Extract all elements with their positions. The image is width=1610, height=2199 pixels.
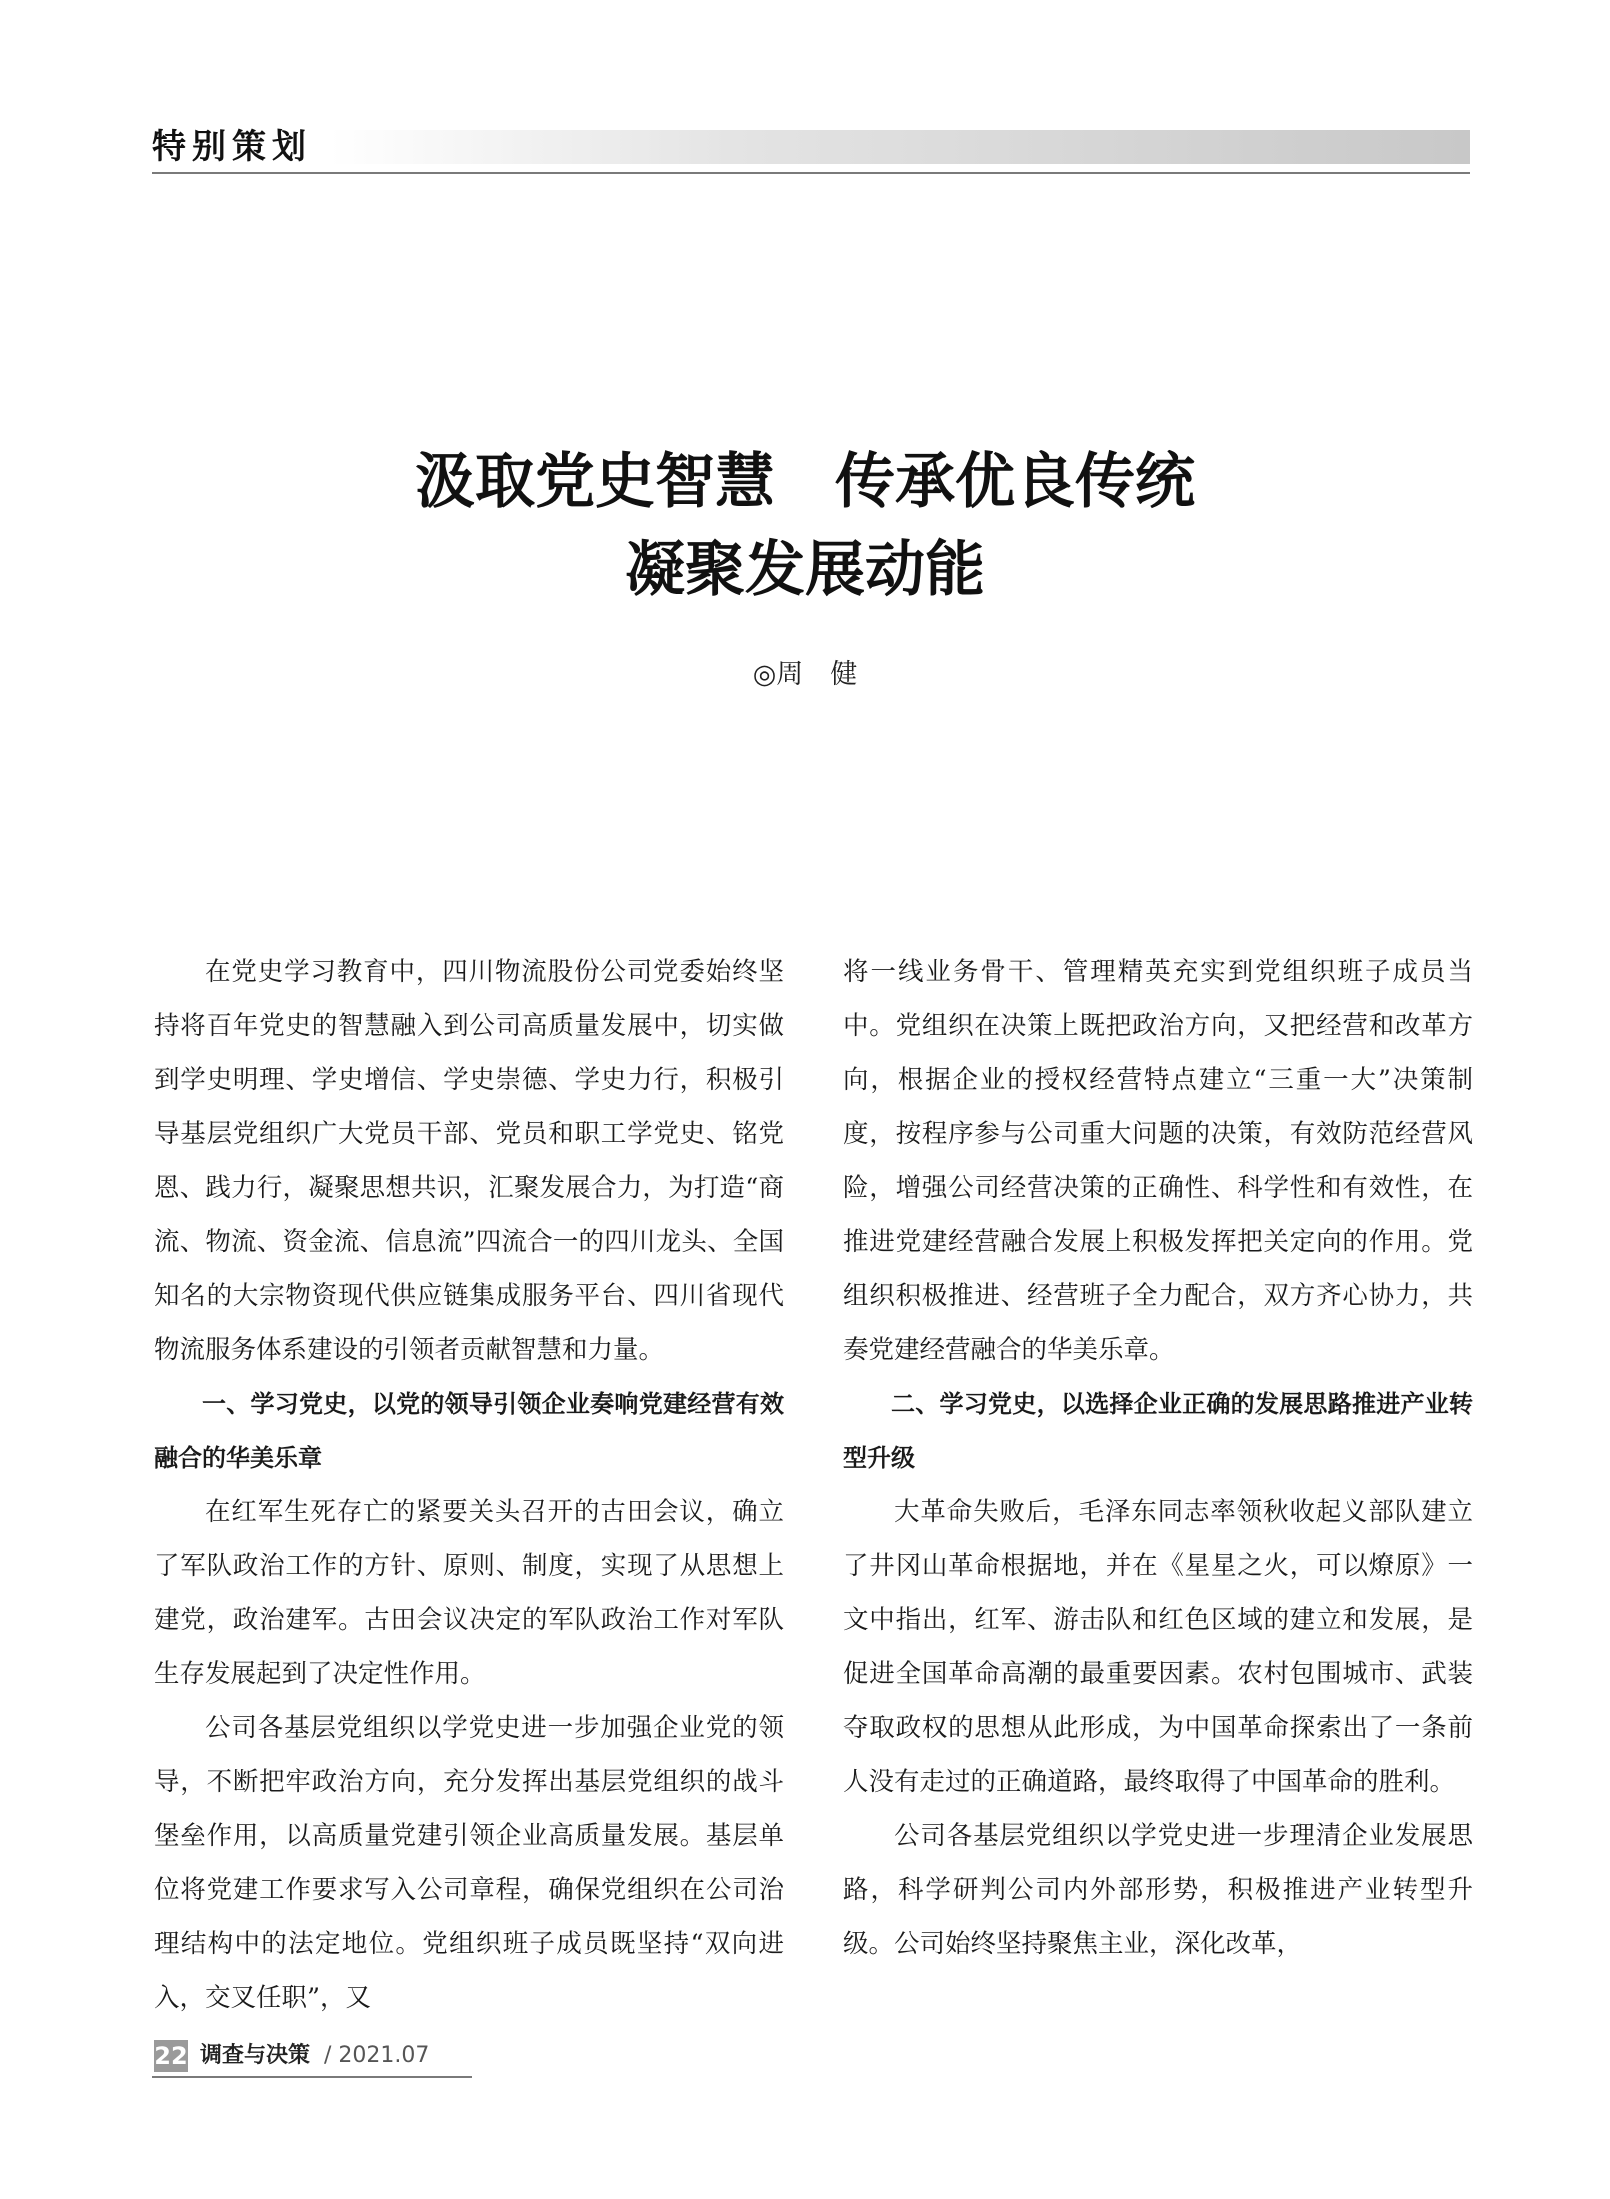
paragraph: 公司各基层党组织以学党史进一步加强企业党的领导，不断把牢政治方向，充分发挥出基层党组织的战斗堡垒作用，以高质量党建引领企业高质量发展。基层单位将党建工作要求写入公司章程，确保党组织在公司治理结构中的法定地位。党组织班子成员既坚持“双向进入，交叉任职”，又 — [154, 1713, 784, 2013]
paragraph: 在党史学习教育中，四川物流股份公司党委始终坚持将百年党史的智慧融入到公司高质量发展中，切实做到学史明理、学史增信、学史崇德、学史力行，积极引导基层党组织广大党员干部、党员和职工学党史、铭党恩、践力行，凝聚思想共识，汇聚发展合力，为打造“商流、物流、资金流、信息流”四流合一的四川龙头、全国知名的大宗物资现代供应链集成服务平台、四川省现代物流服务体系建设的引领者贡献智慧和力量。 — [154, 957, 784, 1365]
section-label: 特别策划 — [152, 127, 312, 167]
section-heading-1: 一、学习党史，以党的领导引领企业奏响党建经营有效融合的华美乐章 — [154, 1390, 784, 1472]
article-title — [0, 438, 1610, 614]
page-footer — [152, 2040, 472, 2078]
page-number: 22 — [154, 2042, 188, 2070]
left-column — [154, 945, 784, 2025]
paragraph-continued: 将一线业务骨干、管理精英充实到党组织班子成员当中。党组织在决策上既把政治方向，又把经营和改革方向，根据企业的授权经营特点建立“三重一大”决策制度，按程序参与公司重大问题的决策，有效防范经营风险，增强公司经营决策的正确性、科学性和有效性，在推进党建经营融合发展上积极发挥把关定向的作用。党组织积极推进、经营班子全力配合，双方齐心协力，共奏党建经营融合的华美乐章。 — [843, 957, 1473, 1365]
paragraph: 在红军生死存亡的紧要关头召开的古田会议，确立了军队政治工作的方针、原则、制度，实现了从思想上建党，政治建军。古田会议决定的军队政治工作对军队生存发展起到了决定性作用。 — [154, 1497, 784, 1689]
header-gradient-bar — [330, 130, 1470, 164]
issue-date: / 2021.07 — [324, 2043, 430, 2068]
title-line-1: 汲取党史智慧 传承优良传统 — [415, 447, 1195, 517]
paragraph: 大革命失败后，毛泽东同志率领秋收起义部队建立了井冈山革命根据地，并在《星星之火，可以燎原》一文中指出，红军、游击队和红色区域的建立和发展，是促进全国革命高潮的最重要因素。农村包围城市、武装夺取政权的思想从此形成，为中国革命探索出了一条前人没有走过的正确道路，最终取得了中国革命的胜利。 — [843, 1497, 1473, 1797]
right-column — [843, 945, 1473, 1971]
section-header — [152, 126, 1470, 174]
paragraph: 公司各基层党组织以学党史进一步理清企业发展思路，科学研判公司内外部形势，积极推进产业转型升级。公司始终坚持聚焦主业，深化改革， — [843, 1821, 1473, 1959]
section-heading-2: 二、学习党史，以选择企业正确的发展思路推进产业转型升级 — [843, 1390, 1473, 1472]
title-line-2: 凝聚发展动能 — [625, 535, 985, 605]
author-byline: ◎周 健 — [752, 659, 858, 690]
journal-name: 调查与决策 — [200, 2043, 311, 2068]
